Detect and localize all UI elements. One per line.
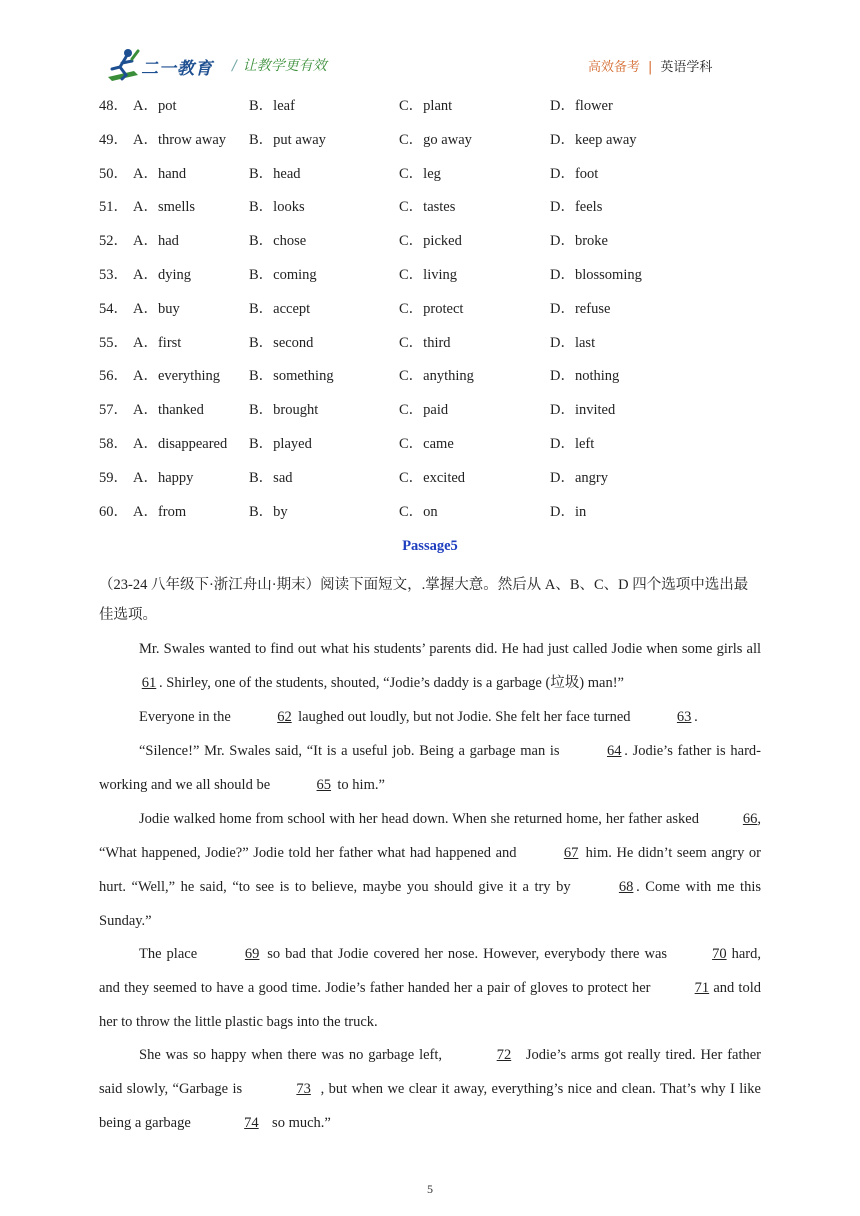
option-c: C．came [399,435,454,452]
option-row [99,366,779,400]
option-b: B．brought [249,402,319,419]
question-number: 52． [99,233,128,250]
option-c: C．leg [399,165,441,182]
option-a: A．hand [133,165,187,182]
page-number: 5 [427,1182,433,1196]
blank-69: 69 [244,946,260,962]
option-b: B．second [249,334,314,351]
option-d: D．angry [550,469,608,486]
option-row [99,96,779,130]
option-b: B．leaf [249,98,295,114]
option-d: D．flower [550,98,613,114]
option-row [99,502,779,536]
blank-71: 71 [694,980,710,996]
text: The place [139,946,203,962]
option-d: D．broke [550,233,608,250]
header-subject [588,56,712,75]
text: . [694,709,698,725]
header-separator: | [648,60,653,75]
option-c: C．protect [399,300,464,317]
option-a: A．from [133,503,187,520]
header-label-exam: 高效备考 [588,60,641,75]
text: so much.” [268,1115,331,1131]
blank-65: 65 [316,777,332,793]
option-a: A．throw away [133,131,227,148]
blank-62: 62 [277,709,292,725]
question-number: 54． [99,300,128,317]
option-c: C．on [399,503,438,520]
blank-74: 74 [244,1115,259,1131]
option-b: B．head [249,165,301,182]
question-number: 57． [99,402,128,419]
option-a: A．had [133,233,179,250]
option-c: C．excited [399,469,466,486]
option-a: A．first [133,334,182,351]
blank-72: 72 [496,1047,512,1063]
blank-61: 61 [141,675,157,691]
option-d: D．keep away [550,131,637,148]
option-row [99,400,779,434]
option-row [99,130,779,164]
text: hard, and they seemed to have a good time. Jodie’s father handed her a pair of gloves to protect her [99,946,762,996]
option-a: A．smells [133,199,196,216]
option-b: B．looks [249,199,305,216]
option-b: B．by [249,503,288,520]
question-number: 50． [99,165,128,182]
option-a: A．buy [133,300,180,317]
text: to him.” [333,777,385,793]
option-row [99,231,779,265]
option-row [99,265,779,299]
question-number: 48． [99,98,128,114]
option-c: C．tastes [399,199,456,216]
option-c: C．paid [399,402,449,419]
blank-70: 70 [712,946,727,962]
option-b: B．coming [249,266,317,283]
option-c: C．plant [399,98,453,114]
question-number: 60． [99,503,128,520]
option-d: D．blossoming [550,266,642,283]
option-b: B．accept [249,300,311,317]
option-d: D．left [550,435,595,452]
option-b: B．played [249,435,312,452]
option-c: C．anything [399,368,474,385]
option-d: D．invited [550,402,616,419]
header-label-subject: 英语学科 [660,60,713,75]
text: Jodie’s arms got really tired. Her father said slowly, “Garbage is [99,1047,761,1097]
option-c: C．picked [399,233,462,250]
question-number: 51． [99,199,128,216]
text: him. He didn’t seem angry or hurt. “Well,” he said, “to see is to believe, maybe you should give it a try by [99,845,761,895]
text: “Silence!” Mr. Swales said, “It is a useful job. Being a garbage man is [139,743,565,759]
text: laughed out loudly, but not Jodie. She felt her face turned [294,709,635,725]
option-a: A．dying [133,266,191,283]
option-d: D．in [550,503,587,520]
blank-68: 68 [618,879,634,895]
option-c: C．third [399,334,451,351]
text: . Jodie’s father is hard-working and we all should be [99,743,761,793]
slogan-text: 让教学更有效 [242,58,327,74]
option-a: A．disappeared [133,435,228,452]
paragraph-6 [99,1038,761,1140]
question-number: 56． [99,368,128,385]
option-b: B．sad [249,469,293,486]
blank-66: 66 [742,811,758,827]
text: Jodie walked home from school with her head down. When she returned home, her father asked [139,811,703,827]
blank-73: 73 [296,1081,311,1097]
text: , but when we clear it away, everything’s nice and clean. That’s why I like being a garbage [99,1081,761,1131]
option-d: D．foot [550,165,599,182]
option-b: B．chose [249,233,307,250]
option-row [99,468,779,502]
logo-text: 二一教育 [141,59,213,79]
option-b: B．put away [249,131,326,148]
question-number: 53． [99,266,128,283]
question-number: 55． [99,334,128,351]
paragraph-4 [99,802,761,938]
option-row [99,197,779,231]
blank-67: 67 [563,845,579,861]
option-a: A．pot [133,98,177,114]
passage-instruction: （23-24 八年级下·浙江舟山·期末）阅读下面短文，.掌握大意。然后从 A、B、C、D 四个选项中选出最佳选项。 [99,577,749,623]
passage-title: Passage5 [402,538,458,554]
option-d: D．last [550,334,596,351]
text: so bad that Jodie covered her nose. However, everybody there was [262,946,673,962]
blank-64: 64 [607,743,622,759]
text: , “What happened, Jodie?” Jodie told her father what had happened and [99,811,761,861]
page-header [0,0,860,90]
header-slogan: / 让教学更有效 [232,58,327,74]
option-a: A．everything [133,368,220,385]
question-number: 59． [99,469,128,486]
option-d: D．refuse [550,300,611,317]
option-d: D．nothing [550,368,620,385]
text: Mr. Swales wanted to find out what his students’ parents did. He had just called Jodie when some girls all [139,641,761,657]
option-row [99,164,779,198]
option-c: C．go away [399,131,472,148]
paragraph-1 [99,632,761,700]
text: Everyone in the [139,709,235,725]
text: . Shirley, one of the students, shouted, “Jodie’s daddy is a garbage (垃圾) man!” [159,675,624,691]
question-number: 49． [99,131,128,148]
text: and told her to throw the little plastic bags into the truck. [99,980,761,1030]
option-a: A．thanked [133,402,204,419]
option-a: A．happy [133,469,194,486]
option-c: C．living [399,266,458,283]
option-row [99,299,779,333]
text: She was so happy when there was no garbage left, [139,1047,447,1063]
paragraph-3 [99,734,761,802]
option-row [99,333,779,367]
question-number: 58． [99,435,128,452]
option-b: B．something [249,368,334,385]
paragraph-2 [99,700,761,734]
option-row [99,434,779,468]
options-list [99,96,779,535]
option-d: D．feels [550,199,603,216]
blank-63: 63 [676,709,692,725]
paragraph-5 [99,937,761,1039]
text: . Come with me this Sunday.” [99,879,761,929]
